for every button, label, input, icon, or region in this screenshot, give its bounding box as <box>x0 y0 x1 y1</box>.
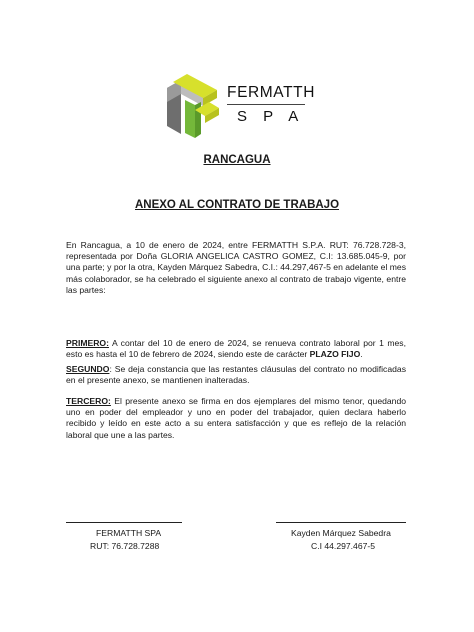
clause-primero-label: PRIMERO: <box>66 338 109 348</box>
clause-segundo-text: : Se deja constancia que las restantes cláusulas del contrato no modificadas en el presente anexo, se mantienen inalteradas. <box>66 364 406 386</box>
clause-primero-emphasis: PLAZO FIJO <box>309 349 361 360</box>
intro-paragraph: En Rancagua, a 10 de enero de 2024, entre FERMATTH S.P.A. RUT: 76.728.728-3, representada por Doña GLORIA ANGELICA CASTRO GOMEZ, C.I: 13.685.045-9, por una parte; y por la otra, Kayden Márquez Sabedra, C.I.: 44.297,467-5 en adelante el mes más colaborador, se ha celebrado el siguiente anexo al contrato de trabajo vigente, entre las partes: <box>66 240 406 295</box>
fermatth-logo-icon <box>163 70 221 140</box>
clause-segundo <box>66 364 406 386</box>
clause-primero-text: A contar del 10 de enero de 2024, se renueva contrato laboral por 1 mes, esto es hasta el 10 de febrero de 2024, siendo este de carácter <box>66 338 406 360</box>
clause-segundo-label: SEGUNDO <box>66 364 110 374</box>
company-type: S P A <box>237 108 305 125</box>
employee-signature-name: Kayden Márquez Sabedra <box>291 528 391 538</box>
document-title: ANEXO AL CONTRATO DE TRABAJO <box>134 199 340 211</box>
employer-signature-name: FERMATTH SPA <box>96 528 162 538</box>
company-logo <box>163 70 323 140</box>
clause-primero-end: . <box>360 349 363 360</box>
employer-signature-line <box>66 522 182 523</box>
employee-signature-line <box>276 522 406 523</box>
clause-tercero-text: El presente anexo se firma en dos ejemplares del mismo tenor, quedando uno en poder del empleador y uno en poder del trabajador, quien declara haberlo recibido y leído en este acto a su entera satisfacción y que es reflejo de la relación laboral que une a las partes. <box>66 396 406 440</box>
logo-divider <box>227 104 305 105</box>
employee-signature-id: C.I 44.297.467-5 <box>311 541 376 551</box>
document-city: RANCAGUA <box>203 154 271 166</box>
clause-tercero <box>66 396 406 441</box>
employer-signature-id: RUT: 76.728.7288 <box>90 541 160 551</box>
clause-primero <box>66 338 406 360</box>
company-name: FERMATTH <box>227 84 316 101</box>
clause-tercero-label: TERCERO: <box>66 396 111 406</box>
